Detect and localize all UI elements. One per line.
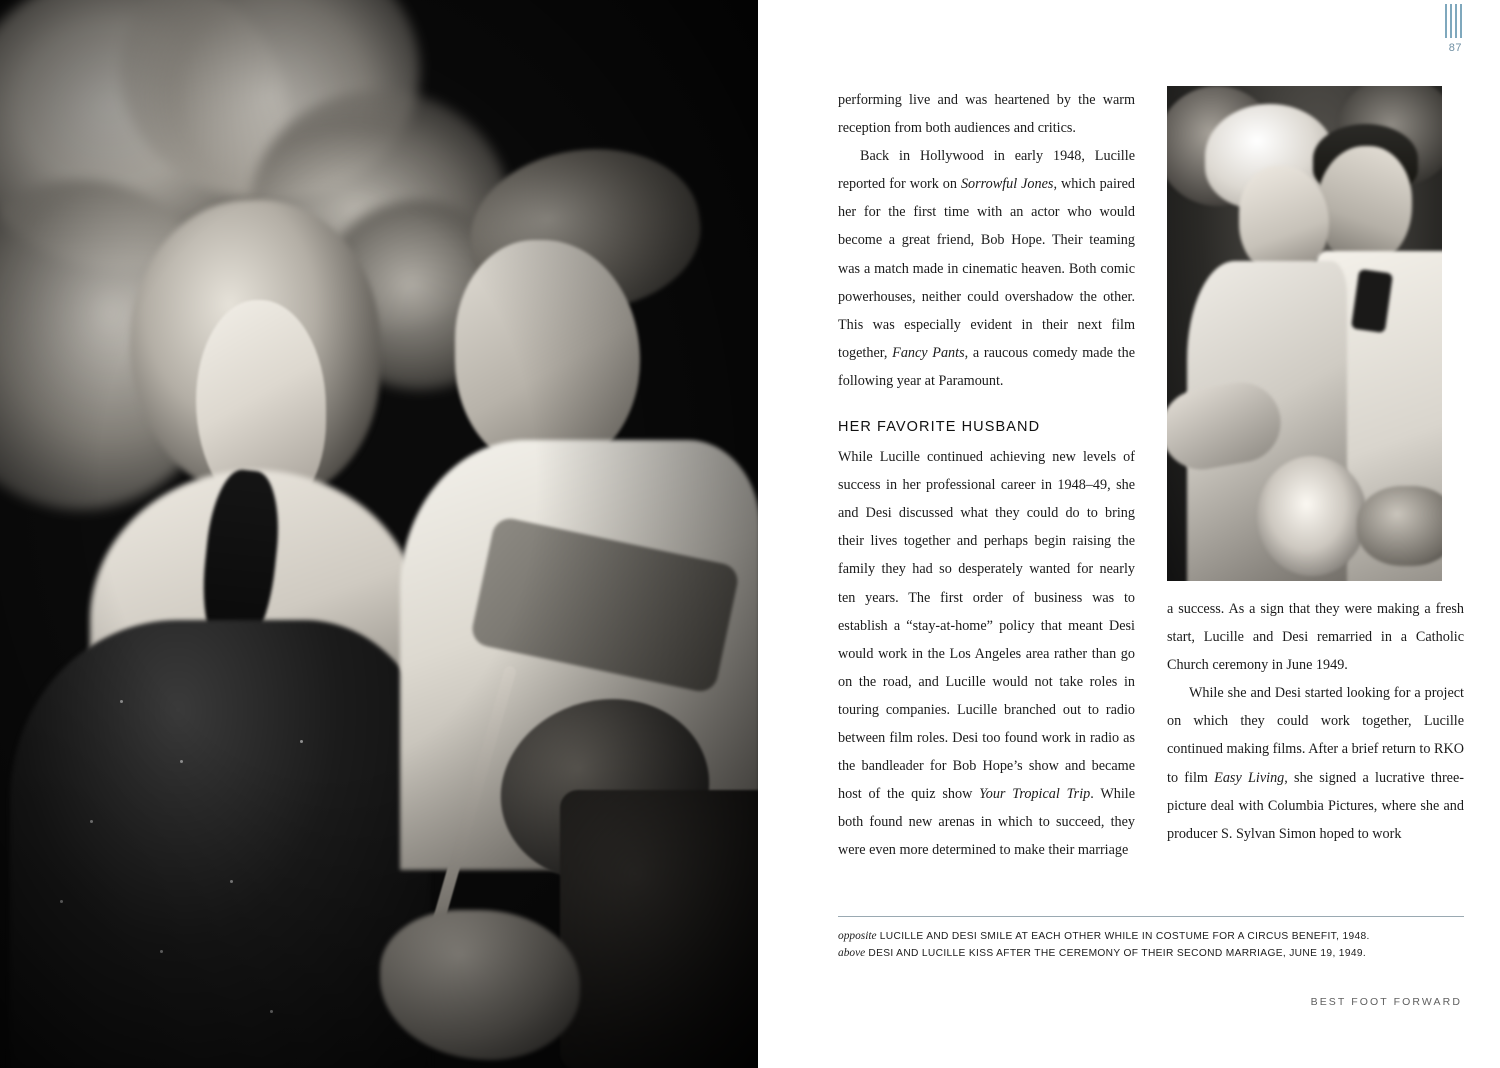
woman-face [1239,166,1329,276]
text-run: , she signed a lucrative three-picture deal with Columbia Pictures, where she and producer S. Sylvan Simon hoped to work [1167,769,1464,842]
paragraph [838,142,1135,395]
text-run: . While both found new arenas in which to succeed, they were even more determined to make their marriage [838,786,1135,859]
caption-text: DESI AND LUCILLE KISS AFTER THE CEREMONY OF THEIR SECOND MARRIAGE, JUNE 19, 1949. [865,948,1367,959]
bouquet [1257,456,1367,576]
section-heading: HER FAVORITE HUSBAND [838,419,1041,436]
photograph-kiss [1167,86,1442,581]
right-page [758,0,1500,1068]
text-run: , which paired her for the first time with an actor who would become a great friend, Bob Hope. Their teaming was a match made in cinematic heaven. Both comic powerhouses, neither could overshadow the other. This was especially evident in their next film together, [838,176,1136,361]
caption-opposite [838,928,1464,945]
text-columns [838,86,1464,864]
text-run: While Lucille continued achieving new levels of success in her professional career in 1948–49, she and Desi discussed what they could do to bring their lives together and perhaps begin raising the family they had so desperately wanted for nearly ten years. The first order of business was to establish a “stay-at-home” policy that meant Desi would work in the Los Angeles area rather than go on the road, and Lucille would not take roles in touring companies. Lucille branched out to radio between film roles. Desi too found work in radio as the bandleader for Bob Hope’s show and became host of the quiz show [838,449,1135,803]
man-face [1317,146,1412,266]
paragraph [1167,679,1464,848]
caption-above [838,945,1464,962]
text-run: Back in Hollywood in early 1948, Lucille reported for work on [838,148,1135,193]
caption-block [838,928,1464,962]
film-title: Sorrowful Jones [960,176,1054,193]
running-footer: BEST FOOT FORWARD [1310,996,1462,1008]
caption-label: above [838,947,866,959]
column-left-upper [838,86,1135,864]
caption-text: LUCILLE AND DESI SMILE AT EACH OTHER WHILE IN COSTUME FOR A CIRCUS BENEFIT, 1948. [876,931,1370,942]
decorative-rule-marks [1445,4,1462,38]
film-title: Easy Living [1214,769,1285,786]
text-run: , a raucous comedy made the following year at Paramount. [838,344,1136,389]
paragraph [838,443,1135,864]
caption-divider [838,916,1464,917]
page-number: 87 [1448,42,1462,54]
text-run: While she and Desi started looking for a project on which they could work together, Lucille continued making films. After a brief return to RKO to film [1167,685,1464,786]
show-title: Your Tropical Trip [979,786,1091,803]
paragraph: a success. As a sign that they were making a fresh start, Lucille and Desi remarried in a Catholic Church ceremony in June 1949. [1167,601,1464,674]
caption-label: opposite [838,930,877,942]
column-right-upper [1167,86,1464,864]
hands [1357,486,1442,566]
paragraph: performing live and was heartened by the warm reception from both audiences and critics. [838,92,1135,137]
film-title: Fancy Pants [892,344,965,361]
upper-band [838,86,1464,864]
